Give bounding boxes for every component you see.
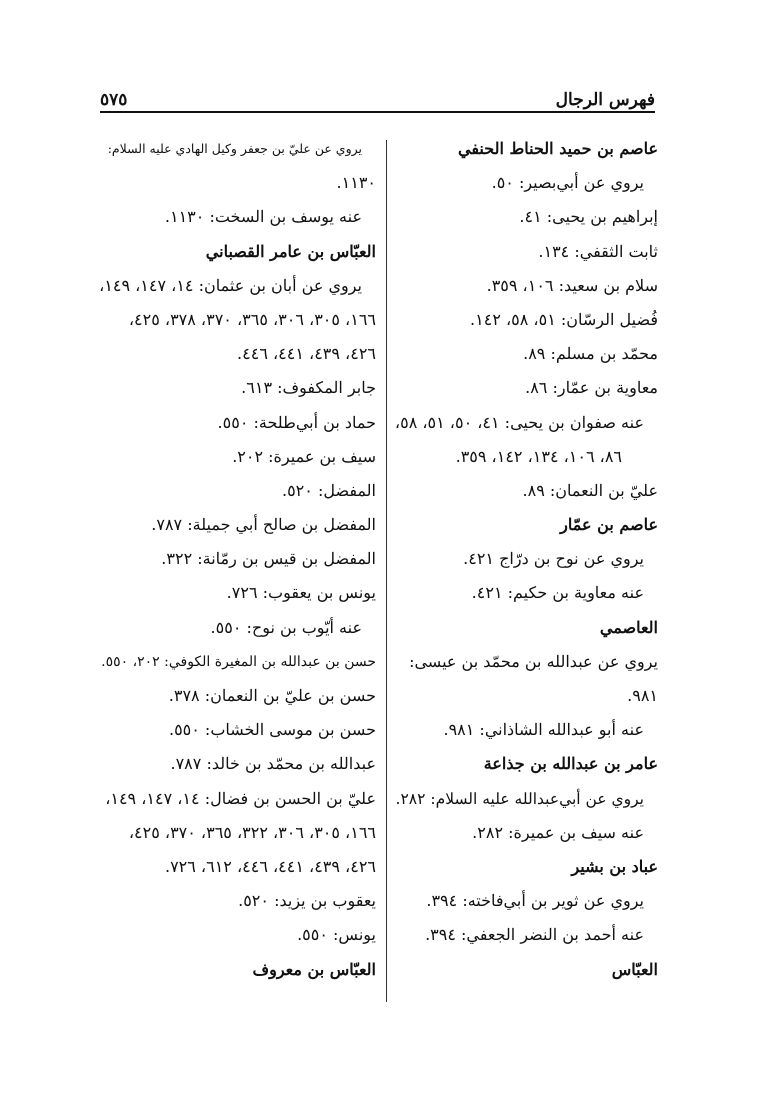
index-line: يروي عن نوح بن درّاج ٤٢١. xyxy=(463,549,644,569)
index-line: جابر المكفوف: ٦١٣. xyxy=(241,378,376,398)
index-line: يونس: ٥٥٠. xyxy=(297,925,376,945)
index-line: يعقوب بن يزيد: ٥٢٠. xyxy=(238,891,376,911)
entry-heading: العبّاس بن عامر القصباني xyxy=(205,241,376,261)
index-line: المفضل: ٥٢٠. xyxy=(281,480,376,500)
entry-heading: العاصمي xyxy=(599,617,658,637)
index-line: يروي عن أبي‌عبدالله عليه السلام: ٢٨٢. xyxy=(395,789,644,808)
index-line: يروي عن عليّ بن جعفر وكيل الهادي عليه السلام: xyxy=(107,141,362,156)
entry-heading: عباد بن بشير xyxy=(571,856,658,876)
index-line: فُضيل الرسّان: ٥١، ٥٨، ١٤٢. xyxy=(470,309,658,329)
index-line: ١٦٦، ٣٠٥، ٣٠٦، ٣٦٥، ٣٧٠، ٣٧٨، ٤٢٥، xyxy=(128,309,376,329)
index-line: ١١٣٠. xyxy=(336,173,376,193)
entry-heading: العبّاس بن معروف xyxy=(252,959,376,979)
entry-heading: عامر بن عبدالله بن جذاعة xyxy=(483,754,658,774)
index-line: ١٦٦، ٣٠٥، ٣٠٦، ٣٢٢، ٣٦٥، ٣٧٠، ٤٢٥، xyxy=(128,822,376,842)
entry-heading: عاصم بن حميد الحناط الحنفي xyxy=(458,139,658,158)
entry-heading: عاصم بن عمّار xyxy=(560,515,658,535)
index-line: سلام بن سعيد: ١٠٦، ٣٥٩. xyxy=(486,275,658,295)
index-line: ٩٨١. xyxy=(627,686,658,705)
index-line: يروي عن أبان بن عثمان: ١٤، ١٤٧، ١٤٩، xyxy=(99,275,362,295)
index-line: محمّد بن مسلم: ٨٩. xyxy=(523,344,658,364)
page-number: ٥٧٥ xyxy=(100,90,128,110)
page-header xyxy=(100,80,655,110)
index-line: عنه سيف بن عميرة: ٢٨٢. xyxy=(472,822,644,842)
index-line: يروي عن عبدالله بن محمّد بن عيسى: xyxy=(409,651,658,671)
index-line: عنه أحمد بن النضر الجعفي: ٣٩٤. xyxy=(425,925,644,945)
index-line: يروي عن ثوير بن أبي‌فاخته: ٣٩٤. xyxy=(426,891,644,911)
header-rule xyxy=(100,111,655,113)
index-line: المفضل بن صالح أبي جميلة: ٧٨٧. xyxy=(151,515,376,535)
index-line: عنه أيّوب بن نوح: ٥٥٠. xyxy=(210,617,362,637)
index-line: يونس بن يعقوب: ٧٢٦. xyxy=(226,583,376,603)
right-column xyxy=(396,132,658,987)
index-line: عنه أبو عبدالله الشاذاني: ٩٨١. xyxy=(443,720,644,740)
index-line: معاوية بن عمّار: ٨٦. xyxy=(525,378,658,398)
index-line: ثابت الثقفي: ١٣٤. xyxy=(538,241,658,261)
index-line: حسن بن عليّ بن النعمان: ٣٧٨. xyxy=(168,686,376,705)
column-divider xyxy=(386,140,387,1002)
index-line: ٨٦، ١٠٦، ١٣٤، ١٤٢، ٣٥٩. xyxy=(455,446,622,466)
index-line: عليّ بن النعمان: ٨٩. xyxy=(522,480,658,500)
running-title: فهرس الرجال xyxy=(555,90,655,110)
index-line: ٤٢٦، ٤٣٩، ٤٤١، ٤٤٦. xyxy=(237,344,376,364)
index-line: عليّ بن الحسن بن فضال: ١٤، ١٤٧، ١٤٩، xyxy=(105,788,376,808)
entry-heading: العبّاس xyxy=(611,959,658,979)
index-line: حماد بن أبي‌طلحة: ٥٥٠. xyxy=(217,412,376,432)
index-line: سيف بن عميرة: ٢٠٢. xyxy=(232,446,376,466)
index-line: إبراهيم بن يحيى: ٤١. xyxy=(519,207,658,227)
index-line: يروي عن أبي‌بصير: ٥٠. xyxy=(491,173,644,193)
index-line: عبدالله بن محمّد بن خالد: ٧٨٧. xyxy=(170,754,376,774)
index-line: عنه معاوية بن حكيم: ٤٢١. xyxy=(471,583,644,603)
index-line: حسن بن عبدالله بن المغيرة الكوفي: ٢٠٢، ٥٥٠. xyxy=(101,653,376,670)
index-line: المفضل بن قيس بن رمّانة: ٣٢٢. xyxy=(161,549,376,569)
index-line: عنه صفوان بن يحيى: ٤١، ٥٠، ٥١، ٥٨، xyxy=(394,412,644,432)
index-line: حسن بن موسى الخشاب: ٥٥٠. xyxy=(168,720,376,740)
index-line: عنه يوسف بن السخت: ١١٣٠. xyxy=(164,207,362,227)
index-line: ٤٢٦، ٤٣٩، ٤٤١، ٤٤٦، ٦١٢، ٧٢٦. xyxy=(164,856,376,876)
left-column xyxy=(100,132,376,987)
